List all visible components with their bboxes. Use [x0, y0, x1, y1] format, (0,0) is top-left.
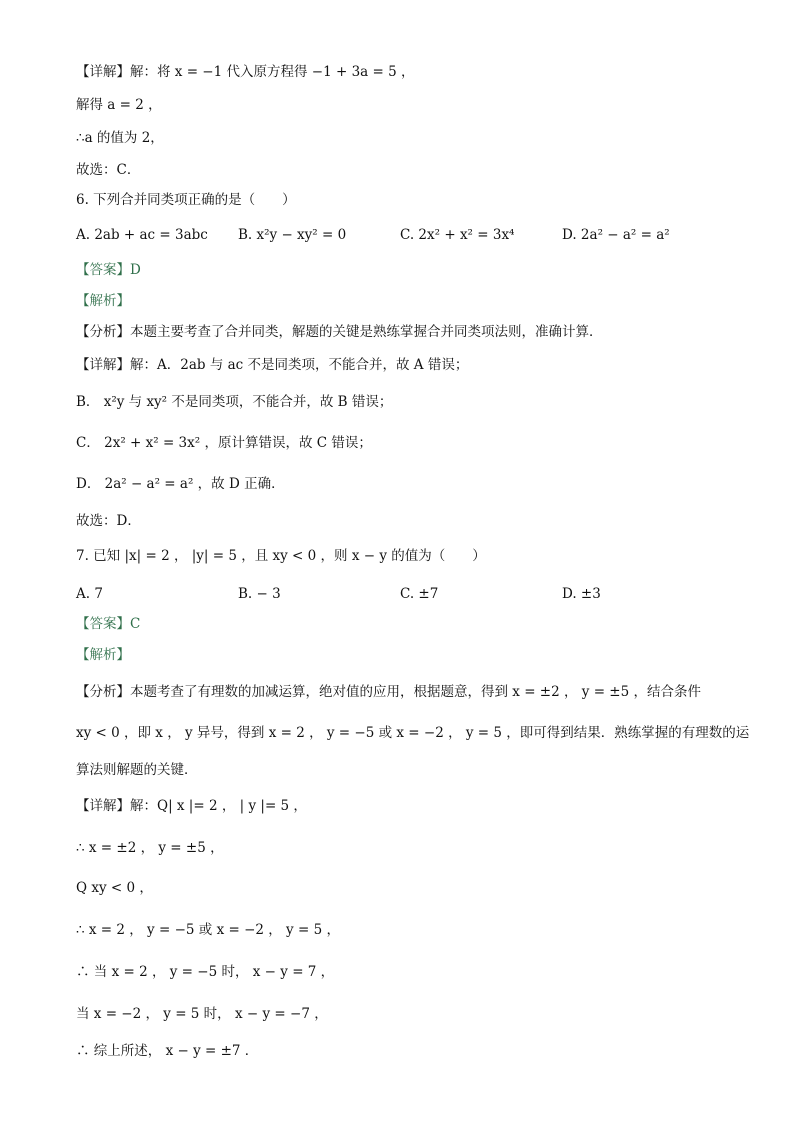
q6-detail-line: D． 2a² − a² = a² ，故 D 正确．: [76, 476, 285, 492]
q7-option-d: D. ±3: [562, 586, 601, 602]
q6-option-b: B. x²y − xy² = 0: [238, 227, 347, 243]
q7-option-b: B. − 3: [238, 586, 281, 602]
q7-analysis-header: 【解析】: [76, 647, 130, 663]
question-7: 7. 已知 |x| = 2 ， |y| = 5 ，且 xy < 0 ，则 x − y 的值为（ ）: [76, 548, 486, 564]
q6-option-d: D. 2a² − a² = a²: [562, 227, 670, 243]
q6-option-a: A. 2ab + ac = 3abc: [76, 227, 208, 243]
q7-detail-line: 当 x = −2 ， y = 5 时， x − y = −7 ，: [76, 1006, 328, 1022]
solution-line: 故选：C．: [76, 162, 141, 178]
q7-detail-line: ∴ x = 2 ， y = −5 或 x = −2 ， y = 5 ，: [76, 922, 340, 938]
q6-detail-line: 【详解】解：A．2ab 与 ac 不是同类项，不能合并，故 A 错误；: [76, 357, 469, 373]
q6-detail-line: 故选：D．: [76, 513, 141, 529]
q7-detail-line: Q xy < 0 ，: [76, 880, 153, 896]
q7-answer: 【答案】C: [76, 616, 141, 632]
q7-detail-line: ∴ 当 x = 2 ， y = −5 时， x − y = 7 ，: [76, 964, 335, 980]
question-6: 6. 下列合并同类项正确的是（ ）: [76, 192, 296, 208]
q7-detail-line: 【详解】解：Q| x |= 2 ， | y |= 5 ，: [76, 798, 307, 814]
q7-option-c: C. ±7: [400, 586, 439, 602]
q7-fenxi-line: 算法则解题的关键．: [76, 762, 198, 778]
q7-option-a: A. 7: [76, 586, 103, 602]
q6-detail-line: B． x²y 与 xy² 不是同类项，不能合并，故 B 错误；: [76, 394, 393, 410]
q6-fenxi: 【分析】本题主要考查了合并同类，解题的关键是熟练掌握合并同类项法则，准确计算．: [76, 324, 603, 340]
q7-detail-line: ∴ x = ±2 ， y = ±5 ，: [76, 840, 224, 856]
q7-fenxi-line: 【分析】本题考查了有理数的加减运算，绝对值的应用，根据题意，得到 x = ±2 ， y = ±5 ，结合条件: [76, 684, 701, 700]
q7-fenxi-line: xy < 0 ，即 x ， y 异号，得到 x = 2 ， y = −5 或 x = −2 ， y = 5 ，即可得到结果．熟练掌握的有理数的运: [76, 725, 750, 741]
q7-detail-line: ∴ 综上所述， x − y = ±7 ．: [76, 1043, 259, 1059]
q6-detail-line: C． 2x² + x² = 3x² ，原计算错误，故 C 错误；: [76, 435, 372, 451]
q6-analysis-header: 【解析】: [76, 293, 130, 309]
solution-line: ∴a 的值为 2，: [76, 130, 164, 146]
q6-answer: 【答案】D: [76, 262, 141, 278]
solution-line: 【详解】解：将 x = −1 代入原方程得 −1 + 3a = 5 ，: [76, 64, 415, 80]
solution-line: 解得 a = 2 ，: [76, 97, 162, 113]
q6-option-c: C. 2x² + x² = 3x⁴: [400, 227, 515, 243]
